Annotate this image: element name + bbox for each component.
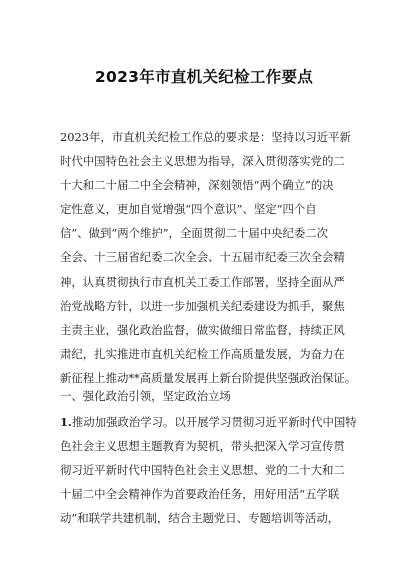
- intro-line: 全会、十三届省纪委二次全会、十五届市纪委三次全会精: [60, 250, 345, 265]
- intro-line: 信”、做到“两个维护”，全面贯彻二十届中央纪委二次: [60, 226, 329, 241]
- item-line: 色社会主义思想主题教育为契机，带头把深入学习宣传贯: [60, 439, 345, 454]
- item-line: 十届二中全会精神作为首要政治任务，用好用活“五学联: [60, 487, 340, 502]
- intro-line: 时代中国特色社会主义思想为指导，深入贯彻落实党的二: [60, 154, 345, 169]
- section-heading: 一、强化政治引领，坚定政治立场: [60, 389, 231, 403]
- item-line-text: 推动加强政治学习。以开展学习贯彻习近平新时代中国特: [71, 415, 357, 429]
- intro-line: 主责主业，强化政治监督，做实做细日常监督，持续正风: [60, 322, 345, 337]
- intro-line: 定性意义，更加自觉增强“四个意识”、坚定“四个自: [60, 202, 317, 217]
- intro-line: 新征程上推动**高质量发展再上新台阶提供坚强政治保证。: [60, 370, 357, 385]
- section-1-item-1: [60, 410, 370, 530]
- item-line: [60, 410, 370, 434]
- intro-line: 十大和二十届二中全会精神，深刻领悟“两个确立”的决: [60, 178, 334, 193]
- intro-line: 2023年，市直机关纪检工作总的要求是：坚持以习近平新: [60, 130, 351, 144]
- intro-line: 神，认真贯彻执行市直机关工委工作部署，坚持全面从严: [60, 274, 345, 289]
- item-number: 1.: [60, 415, 72, 429]
- item-line: 彻习近平新时代中国特色社会主义思想、党的二十大和二: [60, 463, 345, 478]
- intro-line: 治党战略方针，以进一步加强机关纪委建设为抓手，聚焦: [60, 298, 345, 313]
- intro-line: 肃纪，扎实推进市直机关纪检工作高质量发展，为奋力在: [60, 346, 345, 361]
- intro-paragraph: [60, 125, 370, 390]
- item-line: 动”和联学共建机制，结合主题党日、专题培训等活动，: [60, 511, 340, 526]
- document-title: 2023年市直机关纪检工作要点: [94, 68, 314, 86]
